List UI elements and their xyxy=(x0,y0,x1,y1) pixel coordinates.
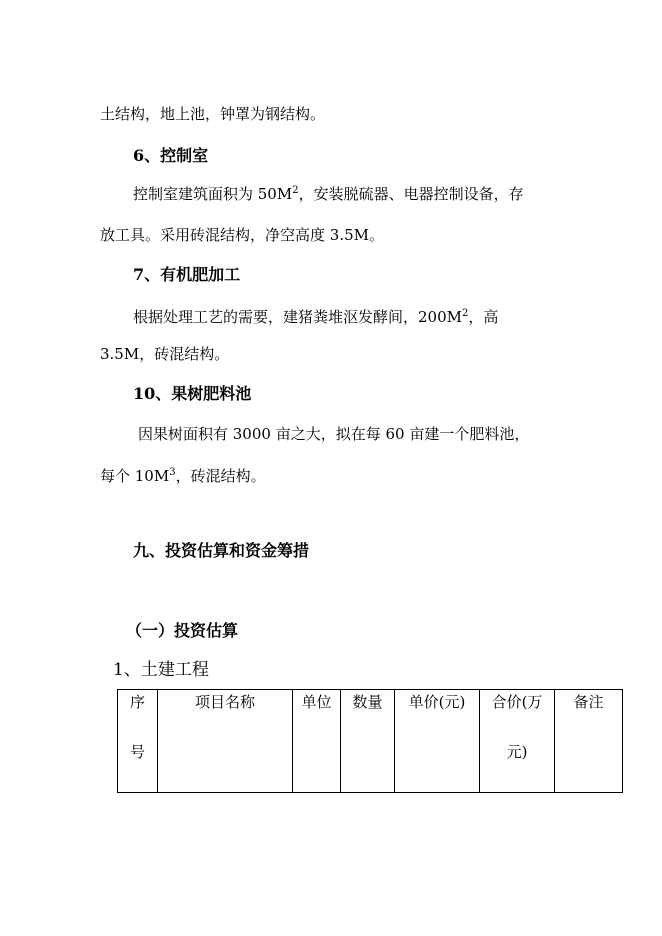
paragraph-line: 根据处理工艺的需要，建猪粪堆沤发酵间，$200M^2$，高 xyxy=(133,308,499,326)
section-7-title: 7、有机肥加工 xyxy=(133,265,241,284)
cost-table xyxy=(117,689,623,793)
section-6-title: 6、控制室 xyxy=(133,146,209,165)
paragraph-line: 3.5M，砖混结构。 xyxy=(100,345,230,363)
header-cell-item-name: 项目名称 xyxy=(158,690,293,793)
paragraph-line: 放工具。采用砖混结构，净空高度 3.5M。 xyxy=(100,226,384,244)
superscript: 3 xyxy=(169,467,176,478)
superscript: 2 xyxy=(292,185,299,196)
paragraph-line: 土结构，地上池，钟罩为钢结构。 xyxy=(100,105,326,123)
subsection-title: （一）投资估算 xyxy=(126,621,239,640)
header-cell-quantity: 数量 xyxy=(341,690,395,793)
paragraph-line: 每个 $10M^3$，砖混结构。 xyxy=(100,467,266,485)
superscript: 2 xyxy=(462,308,469,319)
header-cell-unit: 单位 xyxy=(293,690,341,793)
chapter-title: 九、投资估算和资金筹措 xyxy=(133,541,310,560)
paragraph-line: 因果树面积有 3000 亩之大，拟在每 60 亩建一个肥料池， xyxy=(138,425,530,443)
table-header-row xyxy=(118,690,623,793)
header-cell-unit-price: 单价(元) xyxy=(395,690,480,793)
header-cell-seq: 序 号 xyxy=(118,690,158,793)
section-10-title: 10、果树肥料池 xyxy=(133,384,252,403)
item-title: 1、土建工程 xyxy=(113,660,209,680)
paragraph-line: 控制室建筑面积为 $50M^2$，安装脱硫器、电器控制设备，存 xyxy=(133,185,524,203)
header-cell-remarks: 备注 xyxy=(555,690,623,793)
header-cell-total-price: 合价(万 元) xyxy=(480,690,555,793)
